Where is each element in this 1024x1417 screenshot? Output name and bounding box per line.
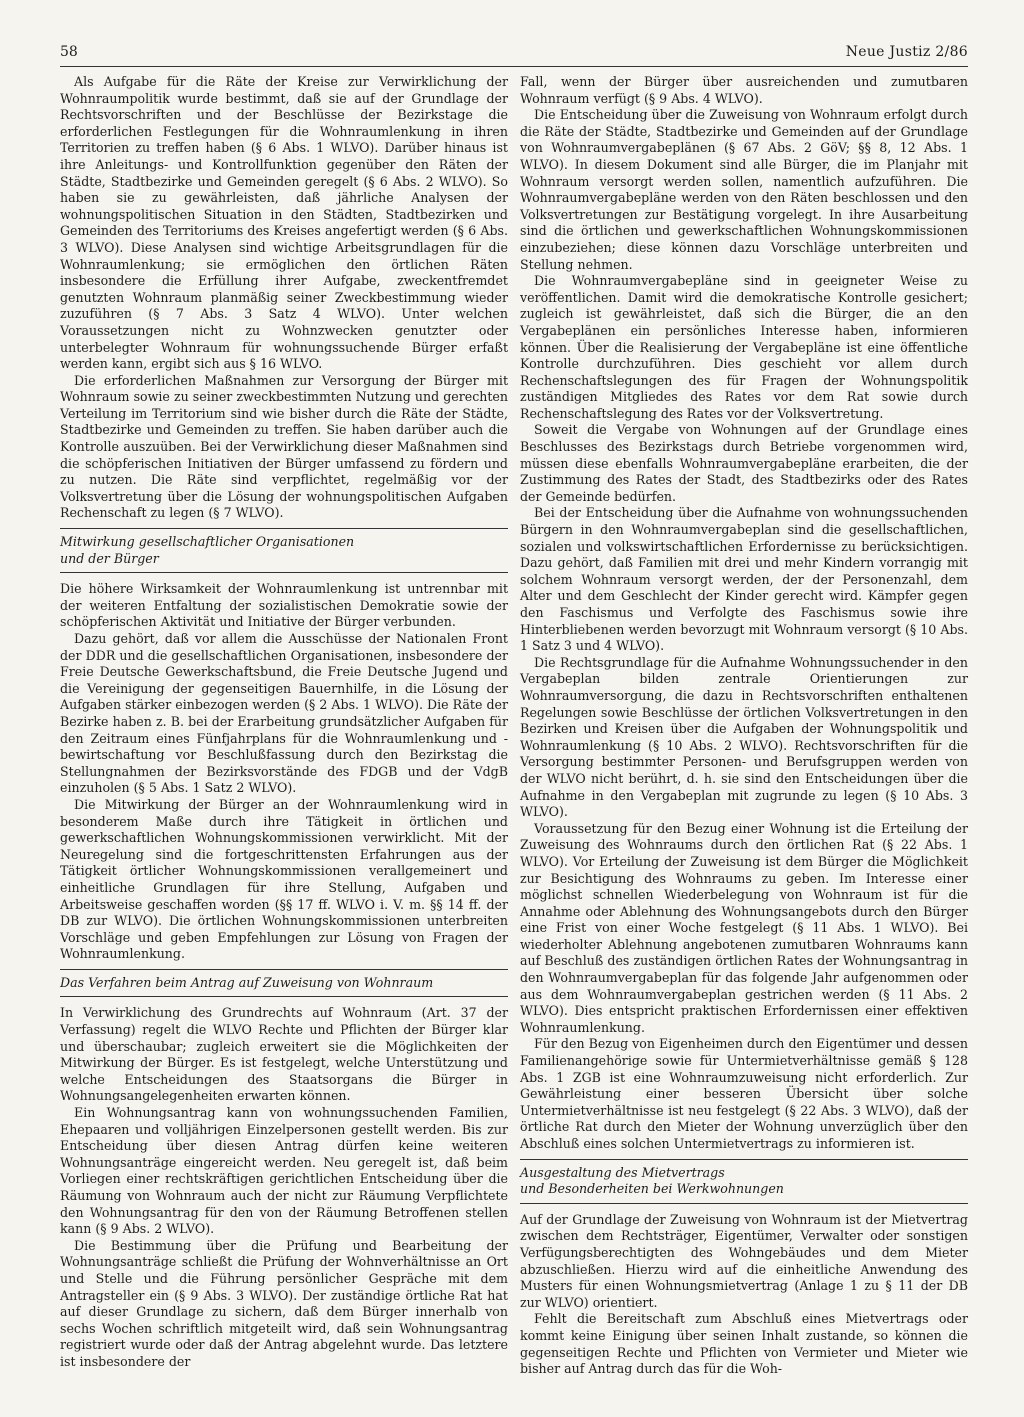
- paragraph: Für den Bezug von Eigenheimen durch den Eigentümer und dessen Familienangehörige sowie für Untermietverhältnisse gemäß § 128 Abs. 1 ZGB ist eine Wohnraumzuweisung nicht erforderlich. Zur Gewährleistung einer besseren Übersicht über solche Untermietverhältnisse ist neu festgelegt (§ 22 Abs. 3 WLVO), daß der örtliche Rat durch den Mieter der Wohnung unverzüglich über den Abschluß eines solchen Untermietvertrags zu informieren ist.: [520, 1036, 968, 1151]
- paragraph: Fehlt die Bereitschaft zum Abschluß eines Mietvertrags oder kommt keine Einigung über seinen Inhalt zustande, so können die gegenseitigen Rechte und Pflichten von Vermieter und Mieter wie bisher auf Antrag durch das für die Woh-: [520, 1311, 968, 1377]
- page-header: [60, 44, 968, 64]
- section-title-line: Mitwirkung gesellschaftlicher Organisationen: [60, 534, 355, 550]
- paragraph: Die Mitwirkung der Bürger an der Wohnraumlenkung wird in besonderem Maße durch ihre Tätigkeit in örtlichen und gewerkschaftlichen Wohnungskommissionen verwirklicht. Mit der Neuregelung sind die fortgeschrittensten Erfahrungen aus der Tätigkeit örtlicher Wohnungskommissionen verallgemeinert und einheitliche Grundlagen für ihre Stellung, Aufgaben und Arbeitsweise geschaffen worden (§§ 17 ff. WLVO i. V. m. §§ 14 ff. der DB zur WLVO). Die örtlichen Wohnungskommissionen unterbreiten Vorschläge und geben Empfehlungen zur Lösung von Fragen der Wohnraumlenkung.: [60, 796, 508, 962]
- page-number: 58: [60, 44, 78, 60]
- section-heading-mitwirkung: [60, 528, 508, 573]
- paragraph: In Verwirklichung des Grundrechts auf Wohnraum (Art. 37 der Verfassung) regelt die WLVO Rechte und Pflichten der Bürger klar und überschaubar; zugleich erweitert sie die Möglichkeiten der Mitwirkung der Bürger. Es ist festgelegt, welche Unterstützung und welche Entscheidungen des Staatsorgans die Bürger in Wohnungsangelegenheiten erwarten können.: [60, 1005, 508, 1104]
- header-rule: [60, 66, 968, 67]
- paragraph: Fall, wenn der Bürger über ausreichenden und zumutbaren Wohnraum verfügt (§ 9 Abs. 4 WLVO).: [520, 74, 968, 106]
- section-rule: [520, 1203, 968, 1204]
- paragraph: Bei der Entscheidung über die Aufnahme von wohnungssuchenden Bürgern in den Wohnraumvergabeplan sind die gesellschaftlichen, sozialen und volkswirtschaftlichen Erfordernisse zu berücksichtigen. Dazu gehört, daß Familien mit drei und mehr Kindern vorrangig mit solchem Wohnraum versorgt werden, der der Personenzahl, dem Alter und dem Geschlecht der Kinder gerecht wird. Kämpfer gegen den Faschismus und Verfolgte des Faschismus sowie ihre Hinterbliebenen werden bevorzugt mit Wohnraum versorgt (§ 10 Abs. 1 Satz 3 und 4 WLVO).: [520, 505, 968, 654]
- paragraph: Die höhere Wirksamkeit der Wohnraumlenkung ist untrennbar mit der weiteren Entfaltung der sozialistischen Demokratie sowie der schöpferischen Aktivität und Initiative der Bürger verbunden.: [60, 581, 508, 630]
- section-title-line: und der Bürger: [60, 550, 159, 566]
- left-column: [60, 74, 508, 1371]
- section-title-line: Das Verfahren beim Antrag auf Zuweisung von Wohnraum: [60, 974, 434, 990]
- section-rule: [60, 528, 508, 529]
- paragraph: Ein Wohnungsantrag kann von wohnungssuchenden Familien, Ehepaaren und volljährigen Einzelpersonen gestellt werden. Bis zur Entscheidung über diesen Antrag dürfen keine weiteren Wohnungsanträge eingereicht werden. Neu geregelt ist, daß beim Vorliegen einer rechtskräftigen gerichtlichen Entscheidung über die Räumung von Wohnraum auch der nicht zur Räumung Verpflichtete den Wohnungsantrag für den von der Räumung Betroffenen stellen kann (§ 9 Abs. 2 WLVO).: [60, 1105, 508, 1237]
- section-title-line: Ausgestaltung des Mietvertrags: [520, 1164, 725, 1180]
- paragraph: Die erforderlichen Maßnahmen zur Versorgung der Bürger mit Wohnraum sowie zu seiner zweckbestimmten Nutzung und gerechten Verteilung im Territorium sind wie bisher durch die Räte der Städte, Stadtbezirke und Gemeinden zu treffen. Sie haben darüber auch die Kontrolle auszuüben. Bei der Verwirklichung dieser Maßnahmen sind die schöpferischen Initiativen der Bürger umfassend zu fördern und zu nutzen. Die Räte sind verpflichtet, regelmäßig vor der Volksvertretung über die Lösung der wohnungspolitischen Aufgaben Rechenschaft zu legen (§ 7 WLVO).: [60, 372, 508, 521]
- paragraph: Soweit die Vergabe von Wohnungen auf der Grundlage eines Beschlusses des Bezirkstags durch Betriebe vorgenommen wird, müssen diese ebenfalls Wohnraumvergabepläne erarbeiten, die der Zustimmung des Rates der Stadt, des Stadtbezirks oder des Rates der Gemeinde bedürfen.: [520, 422, 968, 504]
- journal-issue: Neue Justiz 2/86: [845, 44, 968, 60]
- section-rule: [60, 572, 508, 573]
- paragraph: Voraussetzung für den Bezug einer Wohnung ist die Erteilung der Zuweisung des Wohnraums durch den örtlichen Rat (§ 22 Abs. 1 WLVO). Vor Erteilung der Zuweisung ist dem Bürger die Möglichkeit zur Besichtigung des Wohnraums zu geben. Im Interesse einer möglichst schnellen Wiederbelegung von Wohnraum ist für die Annahme oder Ablehnung des Wohnungsangebots durch den Bürger eine Frist von einer Woche festgelegt (§ 11 Abs. 1 WLVO). Bei wiederholter Ablehnung angebotenen zumutbaren Wohnraums kann auf Beschluß des zuständigen örtlichen Rates der Wohnungsantrag in den Wohnraumvergabeplan für das folgende Jahr aufgenommen oder aus dem Wohnraumvergabeplan gestrichen werden (§ 11 Abs. 2 WLVO). Dies entspricht praktischen Erfordernissen einer effektiven Wohnraumlenkung.: [520, 820, 968, 1035]
- section-heading-verfahren: [60, 969, 508, 998]
- paragraph: Auf der Grundlage der Zuweisung von Wohnraum ist der Mietvertrag zwischen dem Rechtsträger, Eigentümer, Verwalter oder sonstigen Verfügungsberechtigten des Wohngebäudes und dem Mieter abzuschließen. Hierzu wird auf die einheitliche Anwendung des Musters für einen Wohnungsmietvertrag (Anlage 1 zu § 11 der DB zur WLVO) orientiert.: [520, 1211, 968, 1310]
- paragraph: Die Wohnraumvergabepläne sind in geeigneter Weise zu veröffentlichen. Damit wird die demokratische Kontrolle gesichert; zugleich ist gewährleistet, daß sich die Bürger, die an den Vergabeplänen ein persönliches Interesse haben, informieren können. Über die Realisierung der Vergabepläne ist eine öffentliche Kontrolle durchzuführen. Dies geschieht vor allem durch Rechenschaftslegungen des für Fragen der Wohnungspolitik zuständigen Mitgliedes des Rates vor dem Rat sowie durch Rechenschaftslegung des Rates vor der Volksvertretung.: [520, 273, 968, 421]
- paragraph: Die Bestimmung über die Prüfung und Bearbeitung der Wohnungsanträge schließt die Prüfung der Wohnverhältnisse an Ort und Stelle und die Führung persönlicher Gespräche mit dem Antragsteller ein (§ 9 Abs. 3 WLVO). Der zuständige örtliche Rat hat auf dieser Grundlage zu sichern, daß dem Bürger innerhalb von sechs Wochen schriftlich mitgeteilt wird, daß sein Wohnungsantrag registriert wurde oder daß der Antrag abgelehnt wurde. Das letztere ist insbesondere der: [60, 1237, 508, 1369]
- paragraph: Dazu gehört, daß vor allem die Ausschüsse der Nationalen Front der DDR und die gesellschaftlichen Organisationen, insbesondere der Freie Deutsche Gewerkschaftsbund, die Freie Deutsche Jugend und die Vereinigung der gegenseitigen Bauernhilfe, in die Lösung der Aufgaben stärker einbezogen werden (§ 2 Abs. 1 WLVO). Die Räte der Bezirke haben z. B. bei der Erarbeitung grundsätzlicher Aufgaben für den Zeitraum eines Fünfjahrplans für die Wohnraumlenkung und -bewirtschaftung vor Beschlußfassung durch den Bezirkstag die Stellungnahmen der Bezirksvorstände des FDGB und der VdgB einzuholen (§ 5 Abs. 1 Satz 2 WLVO).: [60, 631, 508, 796]
- section-rule: [60, 996, 508, 997]
- right-column: [520, 74, 968, 1378]
- paragraph: Als Aufgabe für die Räte der Kreise zur Verwirklichung der Wohnraumpolitik wurde bestimmt, daß sie auf der Grundlage der Rechtsvorschriften und der Beschlüsse der Bezirkstage die erforderlichen Festlegungen für die Wohnraumlenkung in ihren Territorien zu treffen haben (§ 6 Abs. 1 WLVO). Darüber hinaus ist ihre Anleitungs- und Kontrollfunktion gegenüber den Räten der Städte, Stadtbezirke und Gemeinden geregelt (§ 6 Abs. 2 WLVO). So haben sie zu gewährleisten, daß jährliche Analysen der wohnungspolitischen Situation in den Städten, Stadtbezirken und Gemeinden des Territoriums des Kreises angefertigt werden (§ 6 Abs. 3 WLVO). Diese Analysen sind wichtige Arbeitsgrundlagen für die Wohnraumlenkung; sie ermöglichen den örtlichen Räten insbesondere die Erfüllung ihrer Aufgabe, zweckentfremdet genutzten Wohnraum planmäßig seiner Zweckbestimmung wieder zuzuführen (§ 7 Abs. 3 Satz 4 WLVO). Unter welchen Voraussetzungen nicht zu Wohnzwecken genutzter oder unterbelegter Wohnraum für wohnungssuchende Bürger erfaßt werden kann, ergibt sich aus § 16 WLVO.: [60, 74, 508, 372]
- section-title-line: und Besonderheiten bei Werkwohnungen: [520, 1181, 784, 1197]
- section-rule: [520, 1159, 968, 1160]
- section-rule: [60, 969, 508, 970]
- paragraph: Die Rechtsgrundlage für die Aufnahme Wohnungssuchender in den Vergabeplan bilden zentrale Orientierungen zur Wohnraumversorgung, die dazu in Rechtsvorschriften enthaltenen Regelungen sowie Beschlüsse der örtlichen Volksvertretungen in den Bezirken und Kreisen über die Aufgaben der Wohnungspolitik und Wohnraumlenkung (§ 10 Abs. 2 WLVO). Rechtsvorschriften für die Versorgung bestimmter Personen- und Berufsgruppen werden von der WLVO nicht berührt, d. h. sie sind den Entscheidungen über die Aufnahme in den Vergabeplan mit zugrunde zu legen (§ 10 Abs. 3 WLVO).: [520, 654, 968, 820]
- paragraph: Die Entscheidung über die Zuweisung von Wohnraum erfolgt durch die Räte der Städte, Stadtbezirke und Gemeinden auf der Grundlage von Wohnraumvergabeplänen (§ 67 Abs. 2 GöV; §§ 8, 12 Abs. 1 WLVO). In diesem Dokument sind alle Bürger, die im Planjahr mit Wohnraum versorgt werden sollen, namentlich aufzuführen. Die Wohnraumvergabepläne werden von den Räten beschlossen und den Volksvertretungen zur Bestätigung vorgelegt. In ihre Ausarbeitung sind die örtlichen und gewerkschaftlichen Wohnungskommissionen einzubeziehen; diese können dazu Vorschläge unterbreiten und Stellung nehmen.: [520, 107, 968, 272]
- section-heading-mietvertrag: [520, 1159, 968, 1204]
